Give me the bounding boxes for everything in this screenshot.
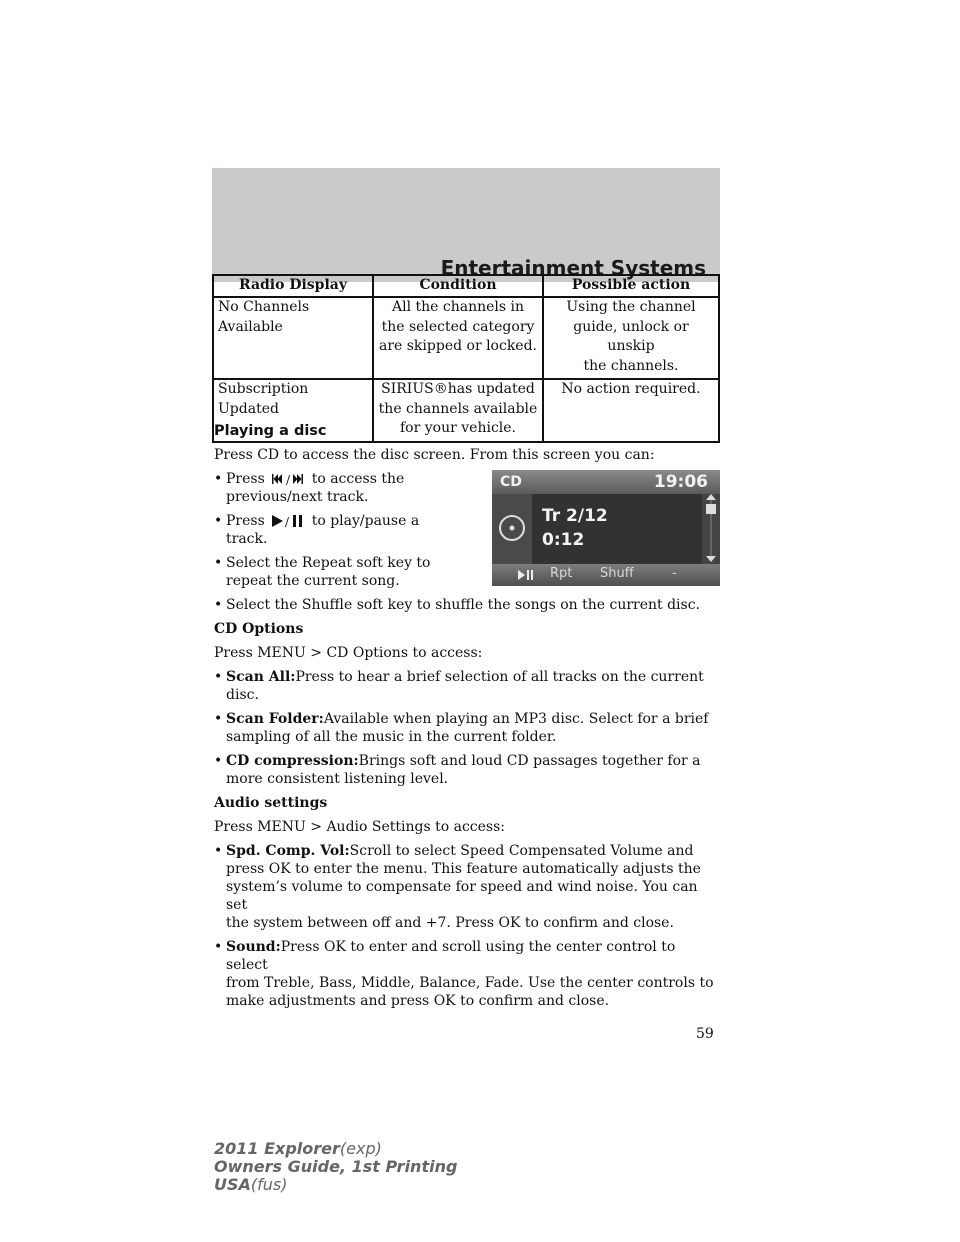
cell-line: Using the channel [566, 299, 696, 315]
cell-line: for your vehicle. [400, 420, 516, 436]
column-header: Possible action [543, 275, 719, 297]
bullet: • [214, 711, 223, 727]
bullet: • [214, 669, 223, 685]
list-item [214, 752, 720, 788]
table-cell: No action required. [543, 379, 719, 442]
cd-screen-time: 0:12 [542, 530, 585, 550]
softkey-empty: - [672, 566, 677, 581]
term: Scan Folder: [226, 711, 324, 727]
text: Scroll to select Speed Compensated Volume and [349, 843, 694, 859]
term: Spd. Comp. Vol: [226, 843, 350, 859]
footer-model: 2011 Explorer [214, 1139, 340, 1158]
cell-line: are skipped or locked. [378, 338, 538, 354]
text: disc. [226, 687, 259, 703]
text: repeat the current song. [226, 573, 400, 589]
column-header: Condition [373, 275, 543, 297]
cell-line: the channels. [583, 357, 679, 374]
page-number: 59 [696, 1026, 714, 1042]
text: press OK to enter the menu. This feature automatically adjusts the [226, 861, 701, 877]
cd-screen-clock: 19:06 [653, 472, 708, 492]
text: to play/pause a [311, 513, 420, 529]
section-heading-playing: Playing a disc [214, 423, 327, 439]
text: to access the [311, 471, 405, 487]
text: Available when playing an MP3 disc. Select for a brief [323, 711, 709, 727]
footer-tag: (fus) [250, 1175, 288, 1194]
cell-line: the channels available [378, 400, 538, 417]
section-heading-audio: Audio settings [214, 795, 328, 811]
table-cell: Subscription Updated [213, 379, 373, 442]
list-item [214, 596, 720, 614]
cd-screen-image [492, 470, 720, 586]
table-header-row [213, 275, 719, 297]
text: sampling of all the music in the current folder. [226, 729, 557, 745]
bullet: • [214, 753, 223, 769]
bullet: • [214, 939, 223, 955]
softkey-repeat: Rpt [550, 566, 573, 581]
text: more consistent listening level. [226, 771, 449, 787]
table-cell [373, 297, 543, 379]
text: Brings soft and loud CD passages together for a [358, 753, 701, 769]
play-pause-icon [271, 514, 305, 528]
section-heading-cd-options: CD Options [214, 621, 304, 637]
term: Scan All: [226, 669, 296, 685]
text: Press [226, 471, 265, 487]
text: the system between off and +7. Press OK to confirm and close. [226, 915, 674, 931]
footer-market: USA [214, 1175, 251, 1194]
term: CD compression: [226, 753, 359, 769]
bullet: • [214, 597, 223, 613]
text: Select the Shuffle soft key to shuffle the songs on the current disc. [226, 597, 701, 613]
bullet: • [214, 513, 223, 529]
page-title: Entertainment Systems [440, 256, 706, 280]
softkey-shuffle: Shuff [600, 566, 634, 581]
list-item [214, 710, 720, 746]
cell-line: All the channels in [391, 299, 525, 315]
list-item [214, 842, 720, 932]
cell-line: the selected category [381, 318, 535, 335]
list-item [214, 668, 720, 704]
table-cell [543, 297, 719, 379]
text: make adjustments and press OK to confirm and close. [226, 993, 610, 1009]
text: track. [226, 531, 268, 547]
paragraph: Press CD to access the disc screen. From this screen you can: [214, 447, 655, 463]
cell-line: SIRIUS®has updated [381, 381, 535, 397]
cd-screen-track: Tr 2/12 [542, 506, 608, 526]
term: Sound: [226, 939, 281, 955]
table-cell: No Channels Available [213, 297, 373, 379]
text: Press OK to enter and scroll using the center control to select [226, 939, 676, 973]
footer-printing: Owners Guide, 1st Printing [214, 1157, 458, 1176]
bullet: • [214, 471, 223, 487]
table-row [213, 297, 719, 379]
print-footer [214, 1140, 457, 1194]
cd-screen-label: CD [500, 474, 522, 490]
paragraph: Press MENU > Audio Settings to access: [214, 819, 506, 835]
bullet: • [214, 555, 223, 571]
svg-text:/: / [286, 473, 291, 485]
header-band [212, 168, 720, 282]
bullet: • [214, 843, 223, 859]
column-header: Radio Display [213, 275, 373, 297]
text: Select the Repeat soft key to [226, 555, 431, 571]
list-item [214, 938, 720, 1010]
text: Press [226, 513, 265, 529]
cell-line: guide, unlock or unskip [573, 318, 689, 354]
text: from Treble, Bass, Middle, Balance, Fade. Use the center controls to [226, 975, 714, 991]
svg-text:/: / [285, 515, 290, 528]
text: previous/next track. [226, 489, 369, 505]
paragraph: Press MENU > CD Options to access: [214, 645, 483, 661]
text: system’s volume to compensate for speed and wind noise. You can set [226, 879, 698, 913]
seek-prev-next-icon [271, 473, 305, 485]
footer-tag: (exp) [339, 1139, 382, 1158]
radio-display-table [212, 274, 720, 443]
text: Press to hear a brief selection of all tracks on the current [295, 669, 704, 685]
